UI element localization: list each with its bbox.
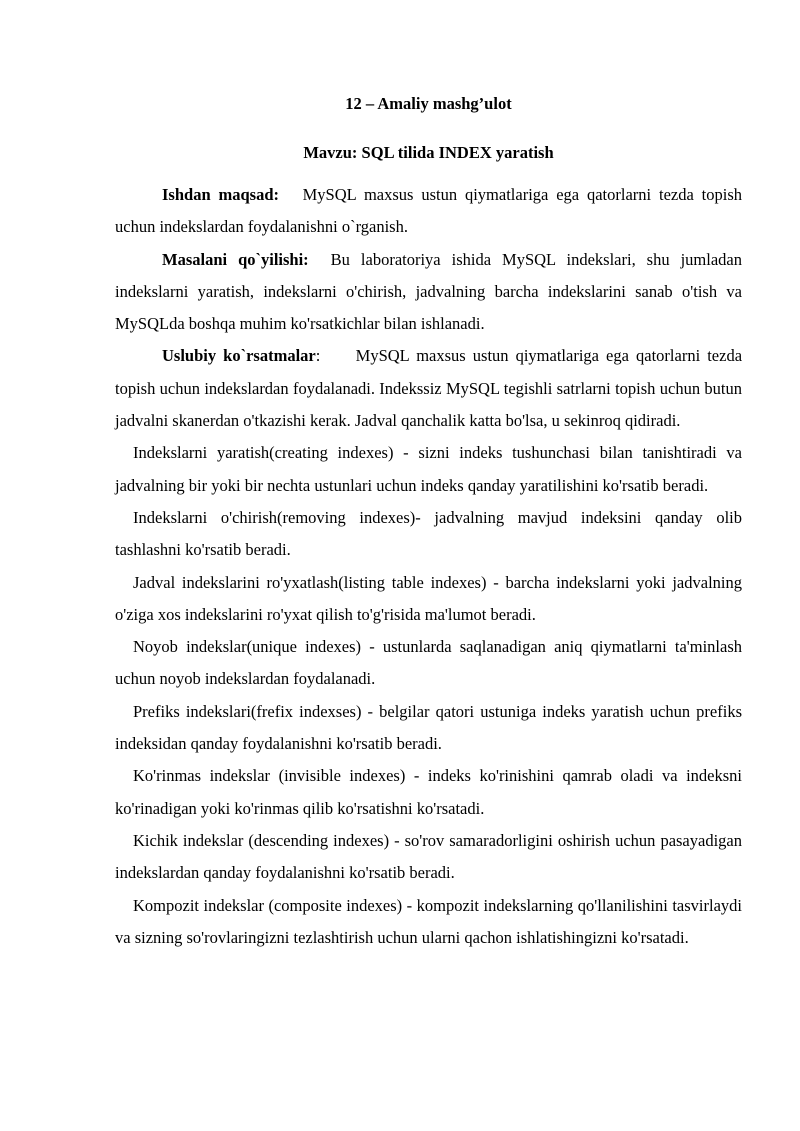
page-subtitle: Mavzu: SQL tilida INDEX yaratish: [303, 143, 554, 162]
list-item: Prefiks indekslari(frefix indexses) - belgilar qatori ustuniga indeks yaratish uchun prefiks indeksidan qanday foydalanishni ko'rsatib beradi.: [115, 701, 742, 754]
goal-paragraph: [115, 179, 742, 244]
list-item: Indekslarni o'chirish(removing indexes)- jadvalning mavjud indeksini qanday olib tashlashni ko'rsatib beradi.: [115, 507, 742, 560]
list-item: Kichik indekslar (descending indexes) - so'rov samaradorligini oshirish uchun pasayadigan indekslardan qanday foydalanishni ko'rsatib beradi.: [115, 830, 742, 883]
list-item: Noyob indekslar(unique indexes) - ustunlarda saqlanadigan aniq qiymatlarni ta'minlash uchun noyob indekslardan foydalanadi.: [115, 637, 742, 689]
list-item: Jadval indekslarini ro'yxatlash(listing table indexes) - barcha indekslarni yoki jadvalning o'ziga xos indekslarini ro'yxat qilish to'g'risida ma'lumot beradi.: [115, 572, 742, 624]
guidance-text: MySQL maxsus ustun qiymatlariga ega qatorlarni tezda topish uchun indekslardan foydalanadi. Indekssiz MySQL tegishli satrlarni topish uchun butun jadvalni skanerdan o'tkazishi kerak. Jadval qanchalik katta bo'lsa, u sekinroq qidiradi.: [115, 346, 743, 431]
guidance-label: Uslubiy ko`rsatmalar: [162, 346, 316, 366]
goal-text: MySQL maxsus ustun qiymatlariga ega qatorlarni tezda topish uchun indekslardan foydalanishni o`rganish.: [115, 185, 743, 237]
task-text: Bu laboratoriya ishida MySQL indekslari, shu jumladan indekslarni yaratish, indekslarni o'chirish, jadvalning barcha indekslarini sanab o'tish va MySQLda boshqa muhim ko'rsatkichlar bilan ishlanadi.: [115, 249, 742, 334]
page-title: 12 – Amaliy mashg’ulot: [345, 94, 512, 113]
task-label: Masalani qo`yilishi:: [162, 249, 309, 269]
document-page: [115, 90, 742, 954]
guidance-paragraph: [115, 340, 742, 437]
goal-label: Ishdan maqsad:: [162, 185, 280, 204]
list-item: Ko'rinmas indekslar (invisible indexes) - indeks ko'rinishini qamrab oladi va indeksni ko'rinadigan yoki ko'rinmas qilib ko'rsatishni ko'rsatadi.: [115, 766, 742, 818]
guidance-colon: :: [315, 346, 321, 366]
task-paragraph: [115, 244, 742, 341]
list-item: Kompozit indekslar (composite indexes) - kompozit indekslarning qo'llanilishini tasvirlaydi va sizning so'rovlaringizni tezlashtirish uchun ularni qachon ishlatishingizni ko'rsatadi.: [115, 895, 742, 947]
list-item: Indekslarni yaratish(creating indexes) - sizni indeks tushunchasi bilan tanishtiradi va jadvalning bir yoki bir nechta ustunlari uchun indeks qanday yaratilishini ko'rsatib beradi.: [115, 443, 742, 495]
